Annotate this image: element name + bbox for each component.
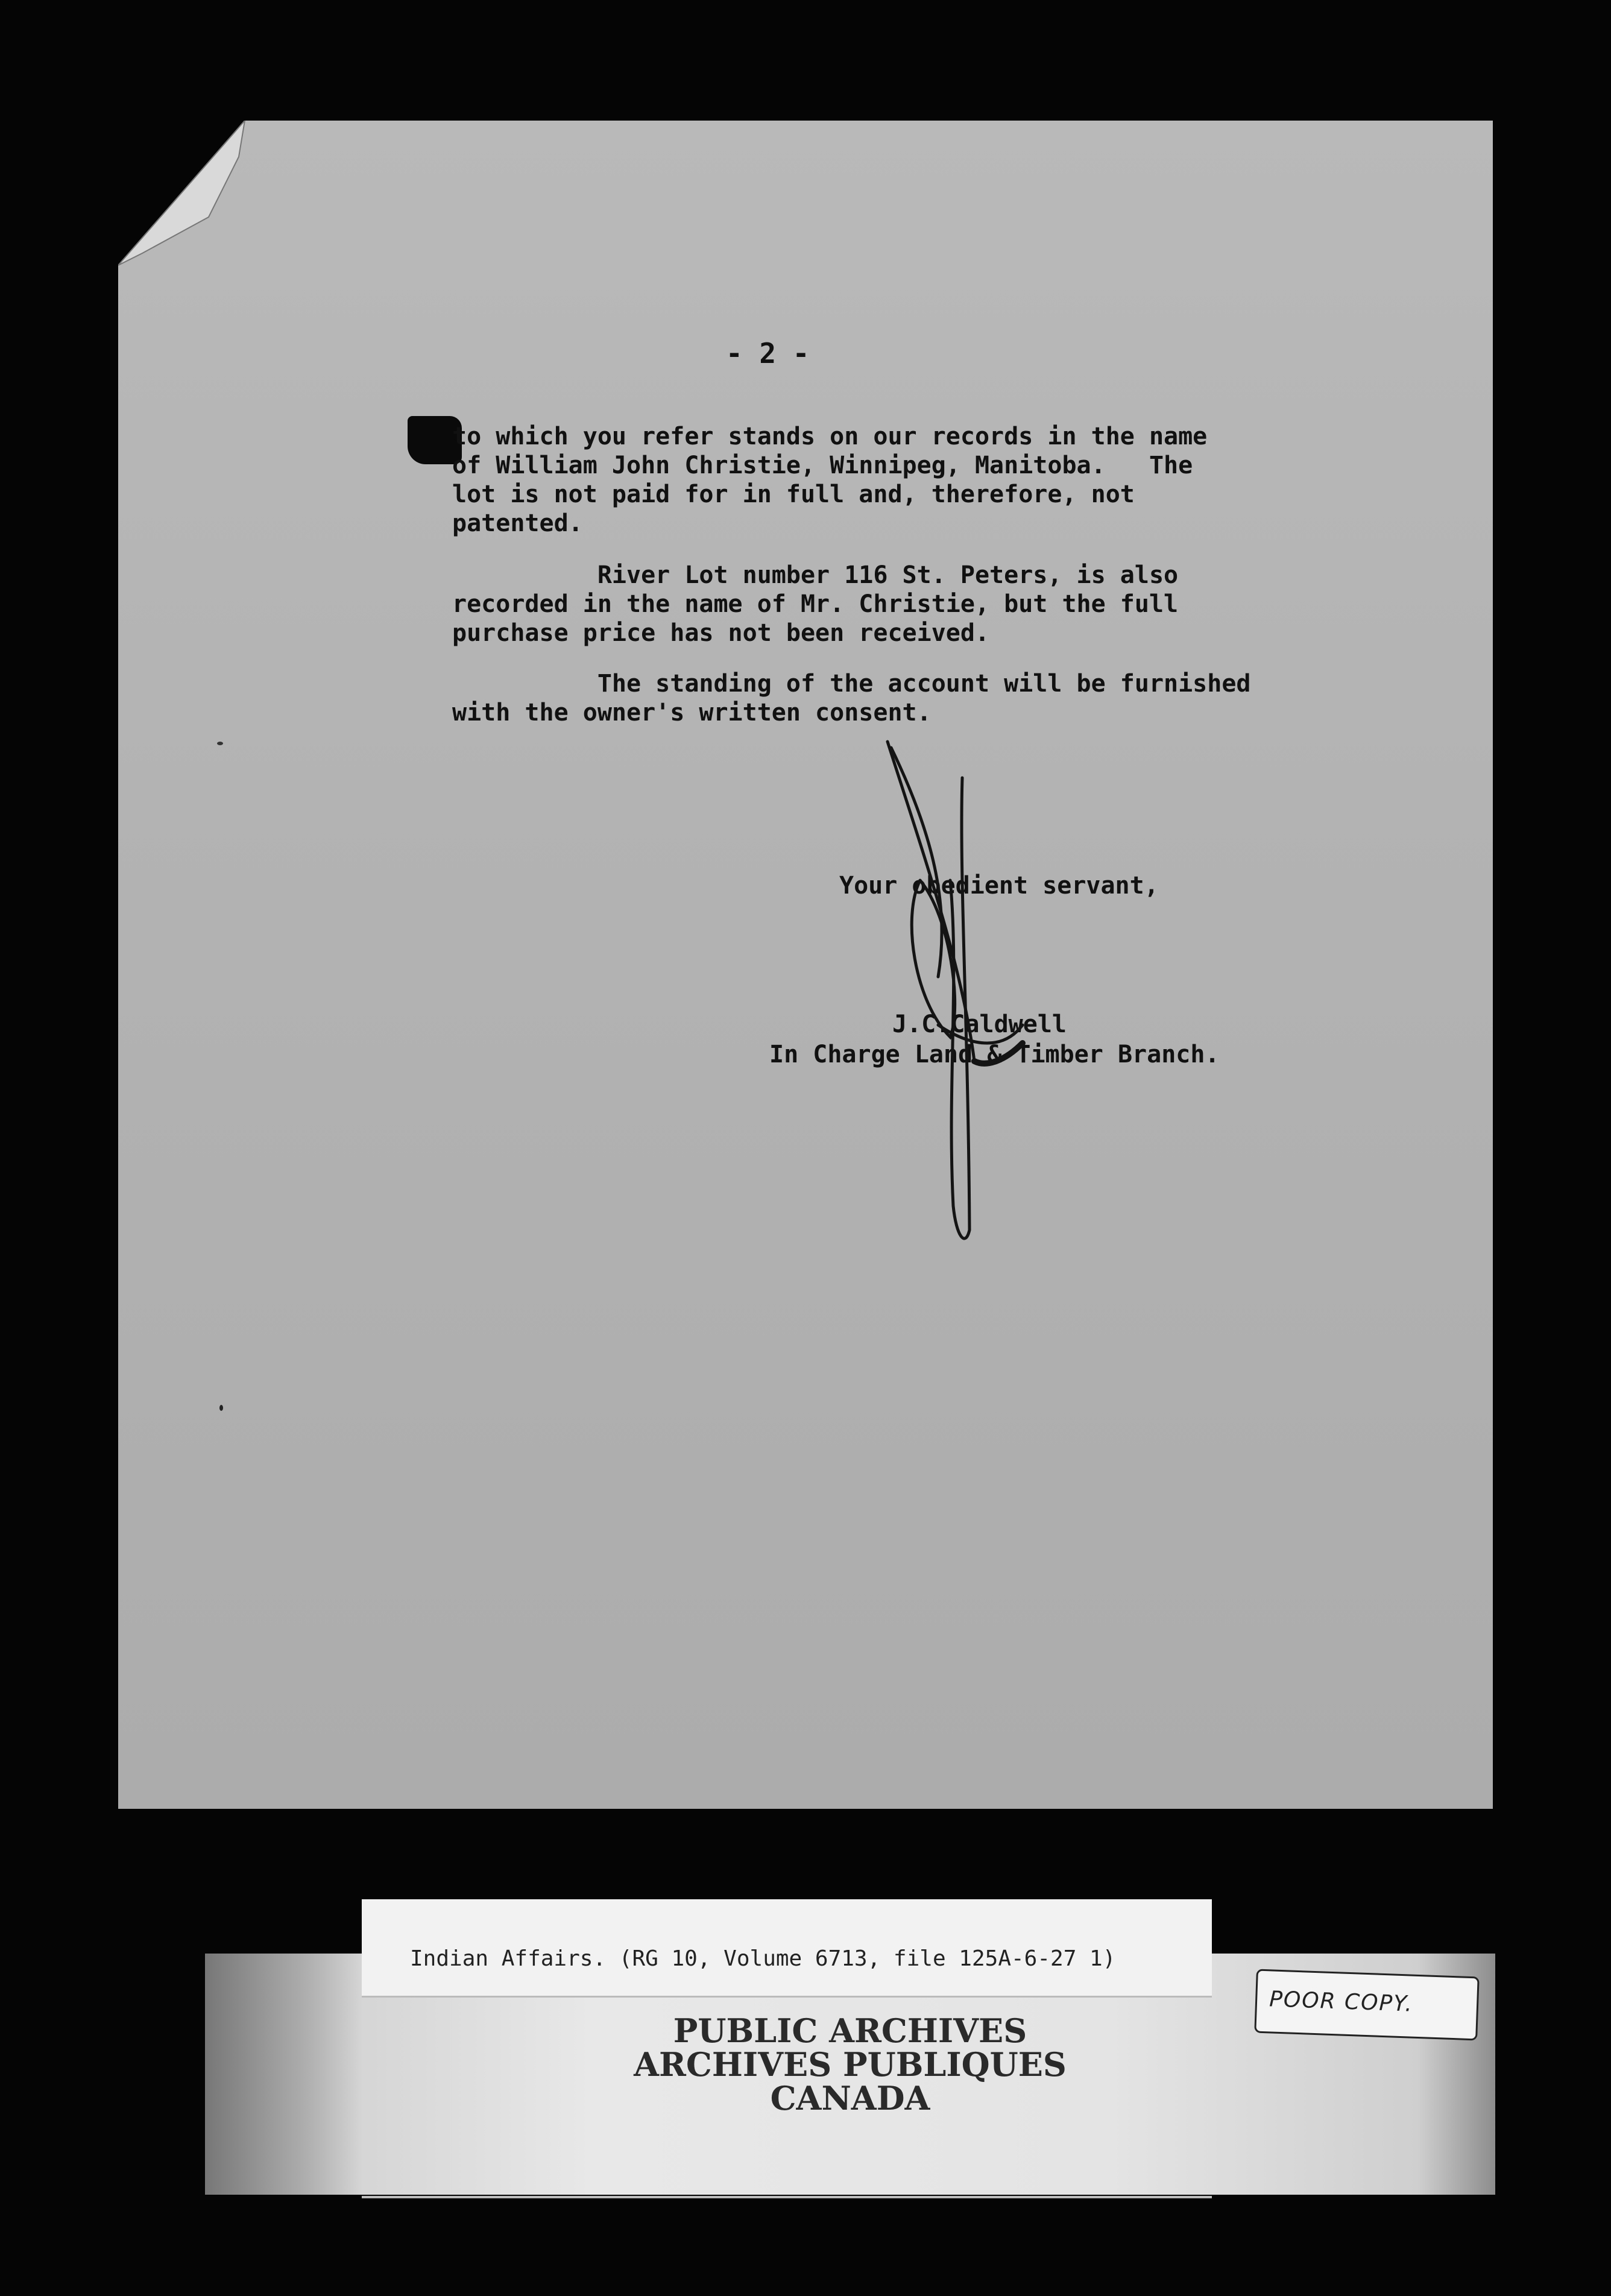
strip-shadow (205, 1954, 362, 2195)
poor-copy-tag (1254, 1969, 1479, 2041)
poor-copy-note: POOR COPY. (1269, 1987, 1414, 2017)
divider (362, 2196, 1212, 2198)
closing-salutation: Your obedient servant, (839, 872, 1159, 900)
body-paragraph: River Lot number 116 St. Peters, is also recorded in the name of Mr. Christie, but the full purchase price has not been received. (452, 561, 1179, 647)
reference-slip (362, 1899, 1212, 1998)
signer-name: J.C.Caldwell (892, 1011, 1067, 1038)
stamp-line: ARCHIVES PUBLIQUES (634, 2045, 1067, 2084)
stamp-line: CANADA (770, 2079, 930, 2118)
letter-page (118, 121, 1493, 1809)
body-paragraph: The standing of the account will be furnished with the owner's written consent. (452, 670, 1251, 727)
page-number: - 2 - (726, 337, 810, 370)
signer-title: In Charge Land & Timber Branch. (769, 1041, 1220, 1068)
body-paragraph: to which you refer stands on our records in the name of William John Christie, Winnipeg, Manitoba. The lot is not paid for in full and, therefore, not patented. (452, 423, 1208, 537)
archive-reference: Indian Affairs. (RG 10, Volume 6713, file 125A-6-27 1) (410, 1946, 1116, 1971)
stamp-line: PUBLIC ARCHIVES (673, 2011, 1027, 2050)
handwritten-signature (118, 121, 1493, 1809)
